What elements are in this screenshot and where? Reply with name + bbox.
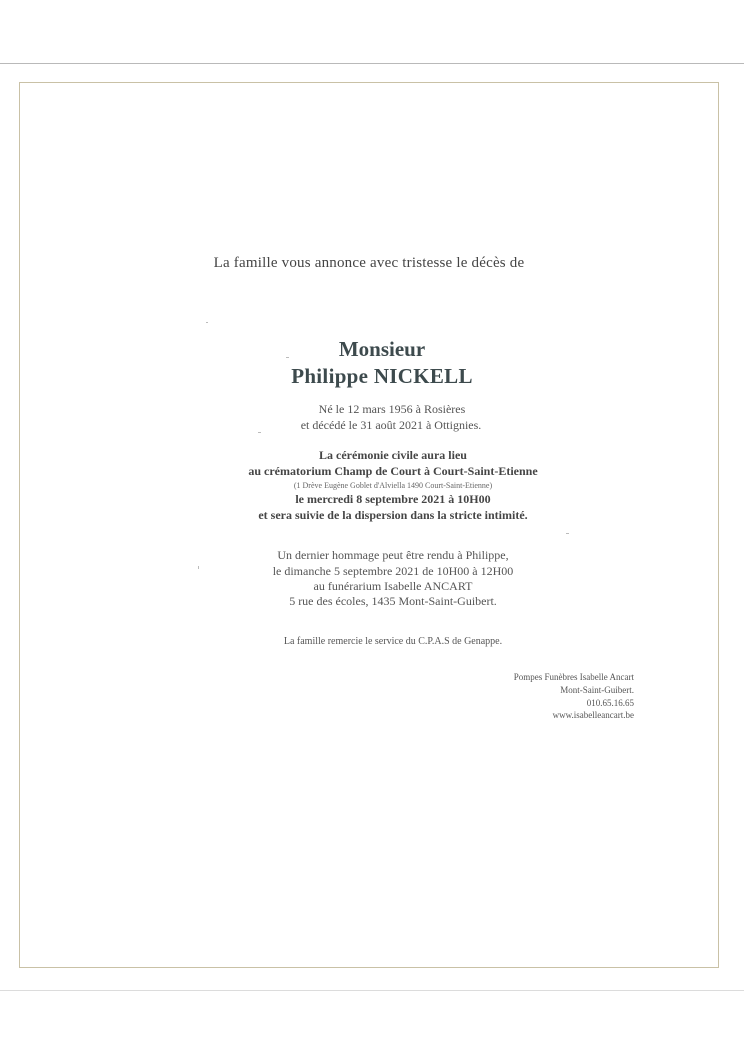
ceremony-line-1: La cérémonie civile aura lieu xyxy=(319,448,467,462)
deceased-title: Monsieur xyxy=(338,337,426,361)
scan-speck xyxy=(286,357,289,358)
homage-date: le dimanche 5 septembre 2021 de 10H00 à 12H00 xyxy=(272,564,514,578)
homage-address: 5 rue des écoles, 1435 Mont-Saint-Guibert. xyxy=(289,594,497,608)
document-frame xyxy=(19,82,719,968)
intro-text: La famille vous annonce avec tristesse le décès de xyxy=(213,255,525,271)
thanks-text: La famille remercie le service du C.P.A.S de Genappe. xyxy=(283,636,503,647)
funeral-home-name: Pompes Funèbres Isabelle Ancart xyxy=(513,672,634,682)
ceremony-location: au crématorium Champ de Court à Court-Saint-Etienne xyxy=(248,464,538,478)
funeral-home-phone: 010.65.16.65 xyxy=(586,698,634,708)
ceremony-note: et sera suivie de la dispersion dans la stricte intimité. xyxy=(258,508,528,522)
funeral-home-city: Mont-Saint-Guibert. xyxy=(560,685,634,695)
scan-speck xyxy=(258,432,261,433)
birth-info: Né le 12 mars 1956 à Rosières xyxy=(318,402,466,416)
scan-speck xyxy=(566,533,569,534)
ceremony-date: le mercredi 8 septembre 2021 à 10H00 xyxy=(295,492,491,506)
scan-edge-top xyxy=(0,63,744,64)
homage-venue: au funérarium Isabelle ANCART xyxy=(313,579,473,593)
funeral-home-website: www.isabelleancart.be xyxy=(552,710,634,720)
homage-line-1: Un dernier hommage peut être rendu à Philippe, xyxy=(277,548,509,562)
scan-speck xyxy=(198,566,199,569)
scan-speck xyxy=(206,322,208,323)
scan-edge-bottom xyxy=(0,990,744,991)
death-info: et décédé le 31 août 2021 à Ottignies. xyxy=(300,418,482,432)
ceremony-address: (1 Drève Eugène Goblet d'Alviella 1490 Court-Saint-Etienne) xyxy=(293,481,493,490)
deceased-name: Philippe NICKELL xyxy=(291,364,473,388)
